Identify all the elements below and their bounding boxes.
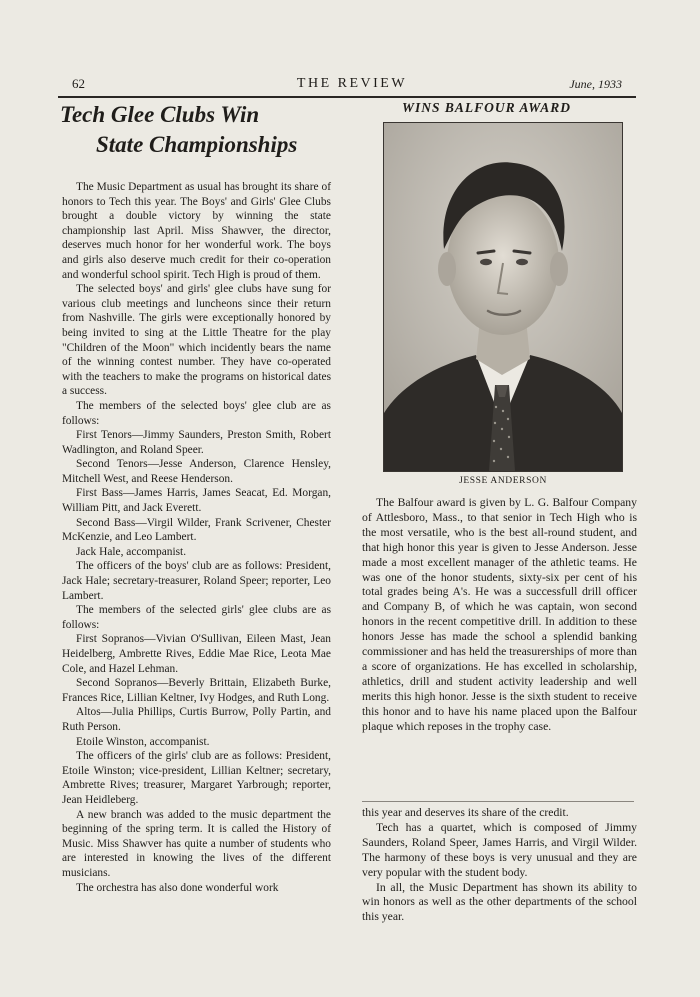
sidebar-title: WINS BALFOUR AWARD xyxy=(402,100,572,115)
continuation-paragraph: Tech has a quartet, which is composed of Jimmy Saunders, Roland Speer, James Harris, and Virgil Wilder. The harmony of these boys is very unusual and they are very popular with the student body. xyxy=(362,820,637,879)
article-paragraph: A new branch was added to the music department the beginning of the spring term. It is called the History of Music. Miss Shawver has quite a number of students who are interested in knowing the lives of the different musicians. xyxy=(62,808,331,879)
column-divider xyxy=(362,801,634,802)
member-list-item: First Sopranos—Vivian O'Sullivan, Eileen Mast, Jean Heidelberg, Ambrette Rives, Eddie Mae Rice, Leota Mae Cole, and Hazel Lehman. xyxy=(62,633,331,675)
article-paragraph: The selected boys' and girls' glee clubs have sung for various club meetings and luncheons since their return from Nashville. The girls were exceptionally honored by being invited to sing at the Little Theatre for the play "Children of the Moon" which incidently bears the name of the winning contest number. They have co-operated with the teachers to make the programs on historical dates a success. xyxy=(62,283,331,398)
article-continuation xyxy=(362,806,637,925)
header-rule xyxy=(58,96,636,98)
member-list-item: Second Bass—Virgil Wilder, Frank Scrivener, Chester McKenzie, and Leo Lambert. xyxy=(62,516,331,544)
photo-caption: JESSE ANDERSON xyxy=(459,476,547,486)
member-list-item: Jack Hale, accompanist. xyxy=(76,545,187,558)
portrait-photo xyxy=(383,122,623,472)
article-paragraph: The officers of the girls' club are as follows: President, Etoile Winston; vice-president, Lillian Keltner; secretary, Ambrette Rives; treasurer, Margaret Yarbrough; reporter, Jean Heidleberg. xyxy=(62,750,331,806)
page-header xyxy=(66,76,638,94)
publication-title: THE REVIEW xyxy=(296,76,408,91)
article-paragraph: The officers of the boys' club are as follows: President, Jack Hale; secretary-treasurer, Roland Speer; reporter, Leo Lambert. xyxy=(62,560,331,602)
member-list-item: First Bass—James Harris, James Seacat, Ed. Morgan, William Pitt, and Jack Everett. xyxy=(62,487,331,515)
headline-line-2: State Championships xyxy=(96,132,298,157)
issue-date: June, 1933 xyxy=(569,77,622,91)
member-list-item: Second Tenors—Jesse Anderson, Clarence Hensley, Mitchell West, and Reese Henderson. xyxy=(62,458,331,485)
article-body xyxy=(62,180,331,895)
article-paragraph: The members of the selected girls' glee clubs are as follows: xyxy=(62,604,331,631)
article-paragraph: The orchestra has also done wonderful work xyxy=(76,881,279,894)
article-paragraph: The members of the selected boys' glee club are as follows: xyxy=(62,399,331,427)
member-list-item: First Tenors—Jimmy Saunders, Preston Smith, Robert Wadlington, and Roland Speer. xyxy=(62,429,331,456)
headline-line-1: Tech Glee Clubs Win xyxy=(60,102,260,127)
article-headline xyxy=(60,100,350,160)
member-list-item: Altos—Julia Phillips, Curtis Burrow, Polly Partin, and Ruth Person. xyxy=(62,706,331,733)
member-list-item: Etoile Winston, accompanist. xyxy=(76,735,210,748)
member-list-item: Second Sopranos—Beverly Brittain, Elizabeth Burke, Frances Rice, Lillian Keltner, Ivy Hodges, and Ruth Long. xyxy=(62,677,331,704)
continuation-paragraph: this year and deserves its share of the credit. xyxy=(362,806,569,819)
page-number: 62 xyxy=(72,76,85,91)
continuation-paragraph: In all, the Music Department has shown its ability to win honors as well as the other departments of the school this year. xyxy=(362,880,637,924)
sidebar-paragraph: The Balfour award is given by L. G. Balfour Company of Attlesboro, Mass., to that senior in Tech High who is the most versatile, who is the best all-round student, and that high honor this year is given to Jesse Anderson. Jesse made a most excellent manager of the athletic teams. He was one of the honor students, sixty-six per cent of his total grades being A's. He was a successfull drill officer and Company B, of which he was captain, won second honors in the recent competitive drill. In addition to these honors Jesse has made the school a splendid banking commissioner and has held the treasurerships of more than a score of organizations. He has excelled in scholarship, athletics, drill and student activity leadership and well merits this high honor. Jesse is the sixth student to receive this honor and to have his name placed upon the Balfour plaque which reposes in the trophy case. xyxy=(362,496,637,733)
sidebar-body xyxy=(362,496,637,735)
article-paragraph: The Music Department as usual has brought its share of honors to Tech this year. The Boys' and Girls' Glee Clubs brought a double victory by winning the state championship last April. Miss Shawver, the director, deserves much honor for her wonderful work. The boys and girls also deserve much credit for their co-operation and wonderful school spirit. Tech High is proud of them. xyxy=(62,181,331,281)
portrait-illustration xyxy=(384,123,622,471)
